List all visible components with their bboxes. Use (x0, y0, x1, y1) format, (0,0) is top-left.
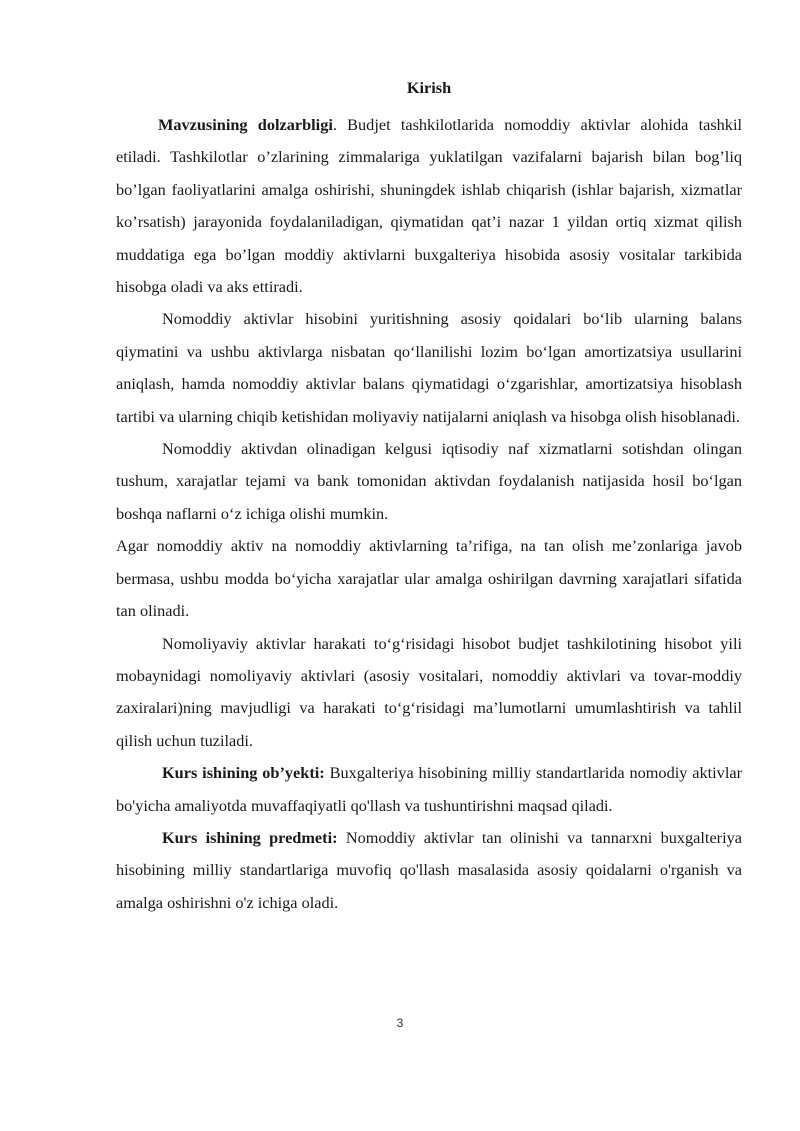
paragraph-text: Nomoddiy aktivlar hisobini yuritishning asosiy qoidalari bo‘lib ularning balans qiymatini va ushbu aktivlarga nisbatan qo‘llanilishi lozim bo‘lgan amortizatsiya usullarini aniqlash, hamda nomoddiy aktivlar balans qiymatidagi o‘zgarishlar, amortizatsiya hisoblash tartibi va ularning chiqib ketishidan moliyaviy natijalarni aniqlash va hisobga olish hisoblanadi. (116, 309, 742, 426)
document-page (116, 76, 742, 919)
paragraph-lead: Mavzusining dolzarbligi (158, 115, 333, 134)
paragraph-recognition (116, 530, 742, 627)
paragraph-text: Nomoliyaviy aktivlar harakati to‘g‘risidagi hisobot budjet tashkilotining hisobot yili mobaynidagi nomoliyaviy aktivlari (asosiy vositalari, nomoddiy aktivlari va tovar-moddiy zaxiralari)ning mavjudligi va harakati to‘g‘risidagi ma’lumotlarni umumlashtirish va tahlil qilish uchun tuziladi. (116, 633, 742, 750)
paragraph-subject (116, 822, 742, 919)
paragraph-text: Agar nomoddiy aktiv na nomoddiy aktivlarning ta’rifiga, na tan olish me’zonlariga javob bermasa, ushbu modda bo‘yicha xarajatlar ular amalga oshirilgan davrning xarajatlari sifatida tan olinadi. (116, 536, 742, 621)
paragraph-object (116, 757, 742, 822)
paragraph-text: . Budjet tashkilotlarida nomoddiy aktivlar alohida tashkil etiladi. Tashkilotlar o’zlarining zimmalariga yuklatilgan vazifalarni bajarish bilan bog’liq bo’lgan faoliyatlarini amalga oshirishi, shuningdek ishlab chiqarish (ishlar bajarish, xizmatlar ko’rsatish) jarayonida foydalaniladigan, qiymatidan qat’i nazar 1 yildan ortiq xizmat qilish muddatiga ega bo’lgan moddiy aktivlarni buxgalteriya hisobida asosiy vositalar tarkibida hisobga oladi va aks ettiradi. (116, 115, 742, 297)
paragraph-lead: Kurs ishining predmeti: (162, 827, 338, 847)
paragraph-text: Nomoddiy aktivdan olinadigan kelgusi iqtisodiy naf xizmatlarni sotishdan olingan tushum, xarajatlar tejami va bank tomonidan aktivdan foydalanish natijasida hosil bo‘lgan boshqa naflarni o‘z ichiga olishi mumkin. (116, 439, 742, 523)
paragraph-relevance (116, 109, 742, 303)
page-number: 3 (396, 1016, 404, 1030)
section-heading: Kirish (406, 78, 452, 97)
paragraph-accounting-rules (116, 303, 742, 433)
paragraph-economic-benefit (116, 433, 742, 530)
paragraph-text: Buxgalteriya hisobining milliy standartlarida nomodiy aktivlar bo'yicha amaliyotda muvaffaqiyatli qo'llash va tushuntirishni maqsad qiladi. (116, 763, 742, 815)
paragraph-lead: Kurs ishining ob’yekti: (162, 763, 325, 783)
paragraph-report (116, 628, 742, 758)
paragraph-text: Nomoddiy aktivlar tan olinishi va tannarxni buxgalteriya hisobining milliy standartlariga muvofiq qo'llash masalasida asosiy qoidalarni o'rganish va amalga oshirishni o'z ichiga oladi. (116, 827, 742, 912)
